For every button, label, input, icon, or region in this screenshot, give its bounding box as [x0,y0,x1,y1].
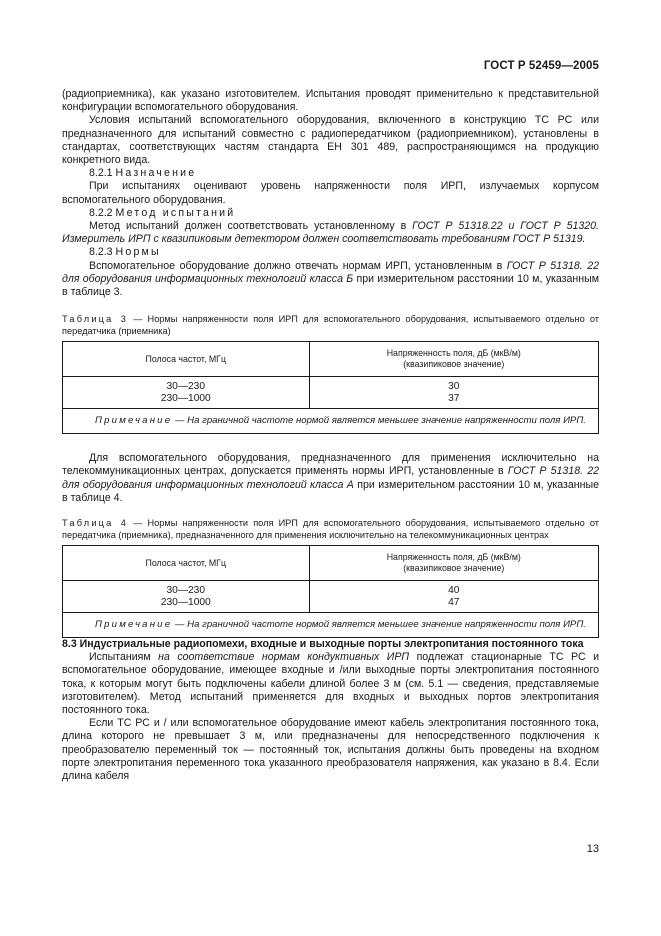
caption-label: Таблица 4 [62,518,129,529]
paragraph [62,260,599,300]
table-cell: 230—1000 [160,393,211,405]
header-line: Напряженность поля, дБ (мкВ/м) [386,348,521,359]
note-label: Примечание [95,619,173,631]
table-cell: 37 [448,393,460,405]
column-header [309,546,598,581]
table-4 [62,545,599,638]
text-run: Метод испытаний должен соответствовать установленному в [89,220,413,233]
table-row [63,377,599,409]
paragraph: (радиоприемника), как указано изготовителем. Испытания проводят применительно к представительной конфигурации вспомогательного оборудования. [62,88,599,114]
text-run: Испытаниям [89,651,159,664]
text-run: подлежат стационарные ТС РС и вспомогательное оборудование, имеющее входные и /или выходные порты электропитания постоянного тока, к которым могут быть подключены кабели длиной более 3 м (см. 5.1 — сведения, представляемые изготовителем). Метод испытаний применяется для входных и выходных портов электропитания постоянного тока. [62,651,599,717]
table-3 [62,341,599,434]
table-cell-bands [63,581,310,613]
text-run-italic: ГОСТ Р 51318. 22 для оборудования информационных технологий класса А [62,465,599,491]
column-header [309,342,598,377]
table-cell: 40 [448,585,460,597]
table-header-row [63,342,599,377]
note-text: — На граничной частоте нормой является меньшее значение напряженности поля ИРП. [172,415,586,427]
table-4-caption [62,517,599,541]
subsection-number: 8.2.2 [89,206,113,219]
text-run: при измерительном расстоянии 10 м, указанным в таблице 3. [62,272,599,299]
subsection-title: Назначение [115,167,197,180]
paragraph: Если ТС РС и / или вспомогательное оборудование имеют кабель электропитания постоянного тока, длина которого не превышает 3 м, или предназначены для непосредственного подключения к преобразователю переменный ток — постоянный ток, испытания должны быть проведены на входном порте электропитания переменного тока указанного преобразователя напряжения, как указано в 8.4. Если длина кабеля [62,717,599,783]
subsection-heading-8-2-1 [62,167,599,180]
subsection-number: 8.2.1 [89,167,113,180]
table-note [63,613,599,638]
section-heading-8-3: 8.3 Индустриальные радиопомехи, входные и выходные порты электропитания постоянного тока [62,638,584,651]
document-body [62,88,599,783]
header-line: (квазипиковое значение) [403,563,505,574]
table-cell-bands [63,377,310,409]
caption-text: — Нормы напряженности поля ИРП для вспомогательного оборудования, испытываемого отдельно от передатчика (приемника) [62,314,599,337]
column-header: Полоса частот, МГц [63,342,310,377]
caption-label: Таблица 3 [62,314,129,325]
text-run: при измерительном расстоянии 10 м, указанные в таблице 4. [62,478,599,504]
text-run-italic: ГОСТ Р 51318. 22 для оборудования информационных технологий класса Б [62,259,599,285]
table-note-row [63,409,599,434]
paragraph [62,452,599,505]
caption-text: — Нормы напряженности поля ИРП для вспомогательного оборудования, испытываемого отдельно от передатчика (приемника), предназначенного для применения исключительно на телекоммуникационных центрах [62,518,599,541]
table-cell: 30 [448,381,460,393]
text-run-italic: ГОСТ Р 51318.22 и ГОСТ Р 51320. Измеритель ИРП с квазипиковым детектором должен соответствовать требованиям ГОСТ Р 51319. [62,220,599,246]
header-line: (квазипиковое значение) [403,359,505,370]
table-cell: 47 [448,597,460,609]
paragraph: При испытаниях оценивают уровень напряженности поля ИРП, излучаемых корпусом вспомогательного оборудования. [62,180,599,206]
paragraph: Условия испытаний вспомогательного оборудования, включенного в конструкцию ТС РС или предназначенного для испытаний совместно с радиопередатчиком (радиоприемником), установлены в стандартах, соответствующих частям стандарта ЕН 301 489, распространяющимся на продукцию конкретного вида. [62,114,599,167]
table-cell: 30—230 [166,381,206,393]
table-note-row [63,613,599,638]
subsection-number: 8.2.3 [89,246,113,259]
table-row [63,581,599,613]
table-cell-values [309,377,598,409]
text-run: Вспомогательное оборудование должно отвечать нормам ИРП, установленным в [89,259,507,272]
subsection-heading-8-2-2 [62,207,599,220]
page-number: 13 [586,843,599,855]
table-cell: 30—230 [166,585,206,597]
table-note [63,409,599,434]
paragraph [62,220,599,246]
note-label: Примечание [95,415,173,427]
text-run-italic: на соответствие нормам кондуктивных ИРП [158,651,410,664]
table-cell: 230—1000 [160,597,211,609]
table-3-caption [62,313,599,337]
standard-header: ГОСТ Р 52459—2005 [483,60,599,72]
header-line: Напряженность поля, дБ (мкВ/м) [386,552,521,563]
column-header: Полоса частот, МГц [63,546,310,581]
paragraph [62,651,599,717]
text-run: Для вспомогательного оборудования, предназначенного для применения исключительно на телекоммуникационных центрах, допускается применять нормы ИРП, установленные в [62,452,599,478]
table-cell-values [309,581,598,613]
subsection-title: Нормы [115,246,161,259]
table-header-row [63,546,599,581]
note-text: — На граничной частоте нормой является меньшее значение напряженности поля ИРП. [172,619,586,631]
subsection-title: Метод испытаний [115,206,236,219]
subsection-heading-8-2-3 [62,246,599,259]
